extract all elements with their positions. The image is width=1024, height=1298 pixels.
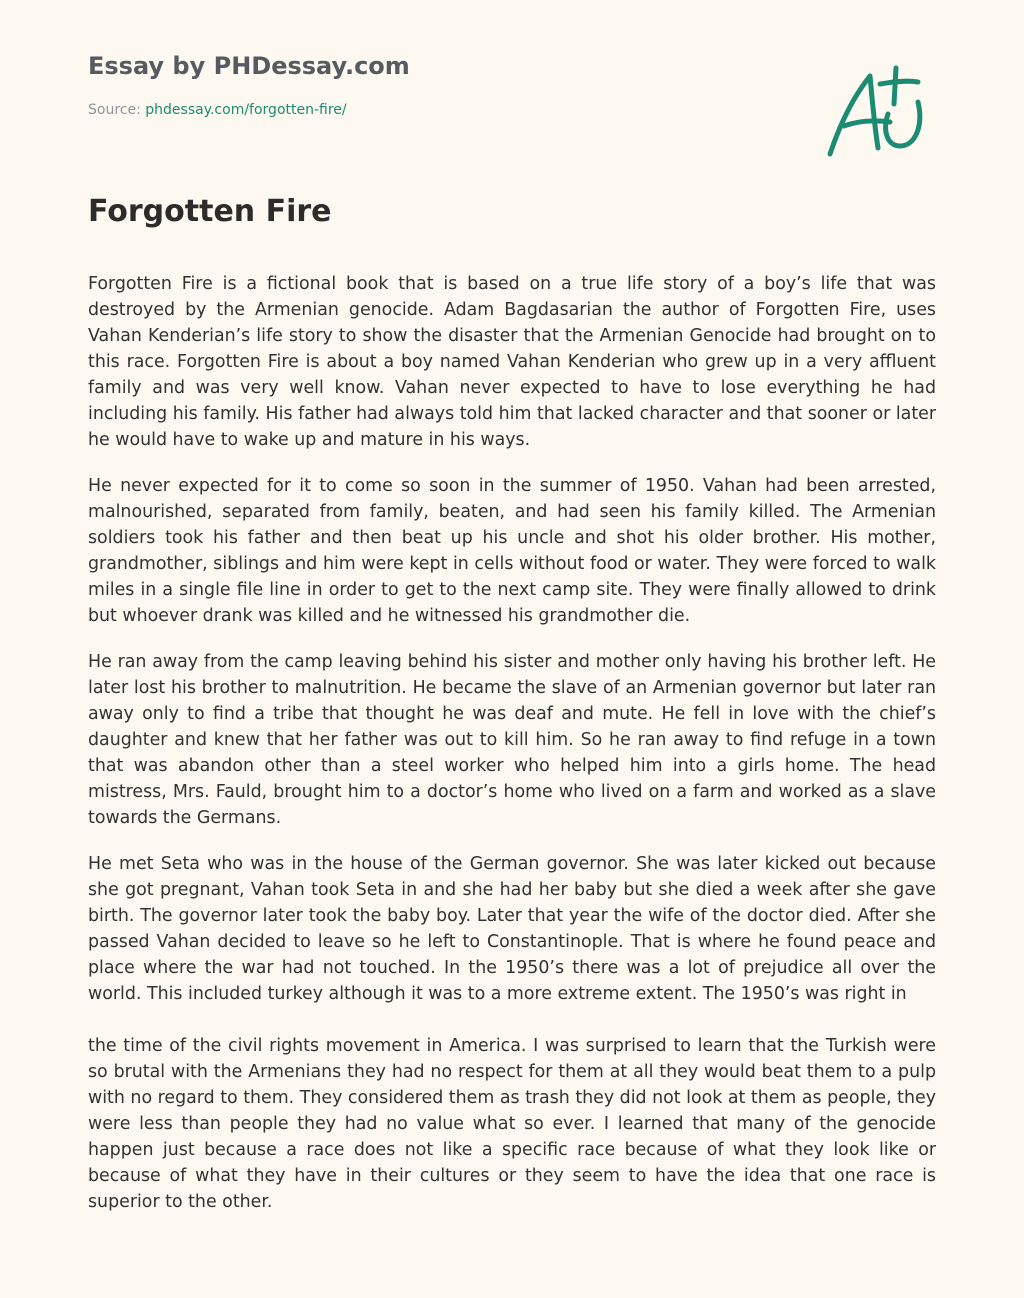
brand-title: Essay by PHDessay.com <box>88 52 410 80</box>
essay-paragraph: Forgotten Fire is a fictional book that is based on a true life story of a boy’s life that was destroyed by the Armenian genocide. Adam Bagdasarian the author of Forgotten Fire, uses Vahan Kenderian’s life story to show the disaster that the Armenian Genocide had brought on to this race. Forgotten Fire is about a boy named Vahan Kenderian who grew up in a very affluent family and was very well know. Vahan never expected to have to lose everything he had including his family. His father had always told him that lacked character and that sooner or later he would have to wake up and mature in his ways. <box>88 274 936 450</box>
essay-paragraph: He met Seta who was in the house of the German governor. She was later kicked out because she got pregnant, Vahan took Seta in and she had her baby but she died a week after she gave birth. The governor later took the baby boy. Later that year the wife of the doctor died. After she passed Vahan decided to leave so he left to Constantinople. That is where he found peace and place where the war had not touched. In the 1950’s there was a lot of prejudice all over the world. This included turkey although it was to a more extreme extent. The 1950’s was right in <box>88 854 936 1004</box>
source-label: Source: <box>88 102 146 118</box>
essay-body <box>88 271 936 1235</box>
essay-paragraph: He ran away from the camp leaving behind his sister and mother only having his brother left. He later lost his brother to malnutrition. He became the slave of an Armenian governor but later ran away only to find a tribe that thought he was deaf and mute. He fell in love with the chief’s daughter and knew that her father was out to kill him. So he ran away to find refuge in a town that was abandon other than a steel worker who helped him into a girls home. The head mistress, Mrs. Fauld, brought him to a doctor’s home who lived on a farm and worked as a slave towards the Germans. <box>88 652 936 828</box>
a-plus-grade-icon <box>818 62 930 162</box>
source-link[interactable]: phdessay.com/forgotten-fire/ <box>145 102 347 118</box>
page-title: Forgotten Fire <box>88 194 332 229</box>
page-header <box>88 48 788 120</box>
essay-paragraph: He never expected for it to come so soon in the summer of 1950. Vahan had been arrested, malnourished, separated from family, beaten, and had seen his family killed. The Armenian soldiers took his father and then beat up his uncle and shot his older brother. His mother, grandmother, siblings and him were kept in cells without food or water. They were forced to walk miles in a single file line in order to get to the next camp site. They were finally allowed to drink but whoever drank was killed and he witnessed his grandmother die. <box>88 476 936 626</box>
essay-paragraph: the time of the civil rights movement in America. I was surprised to learn that the Turkish were so brutal with the Armenians they had no respect for them at all they would beat them to a pulp with no regard to them. They considered them as trash they did not look at them as people, they were less than people they had no value what so ever. I learned that many of the genocide happen just because a race does not like a specific race because of what they look like or because of what they have in their cultures or they seem to have the idea that one race is superior to the other. <box>88 1036 936 1212</box>
source-line <box>88 100 788 120</box>
